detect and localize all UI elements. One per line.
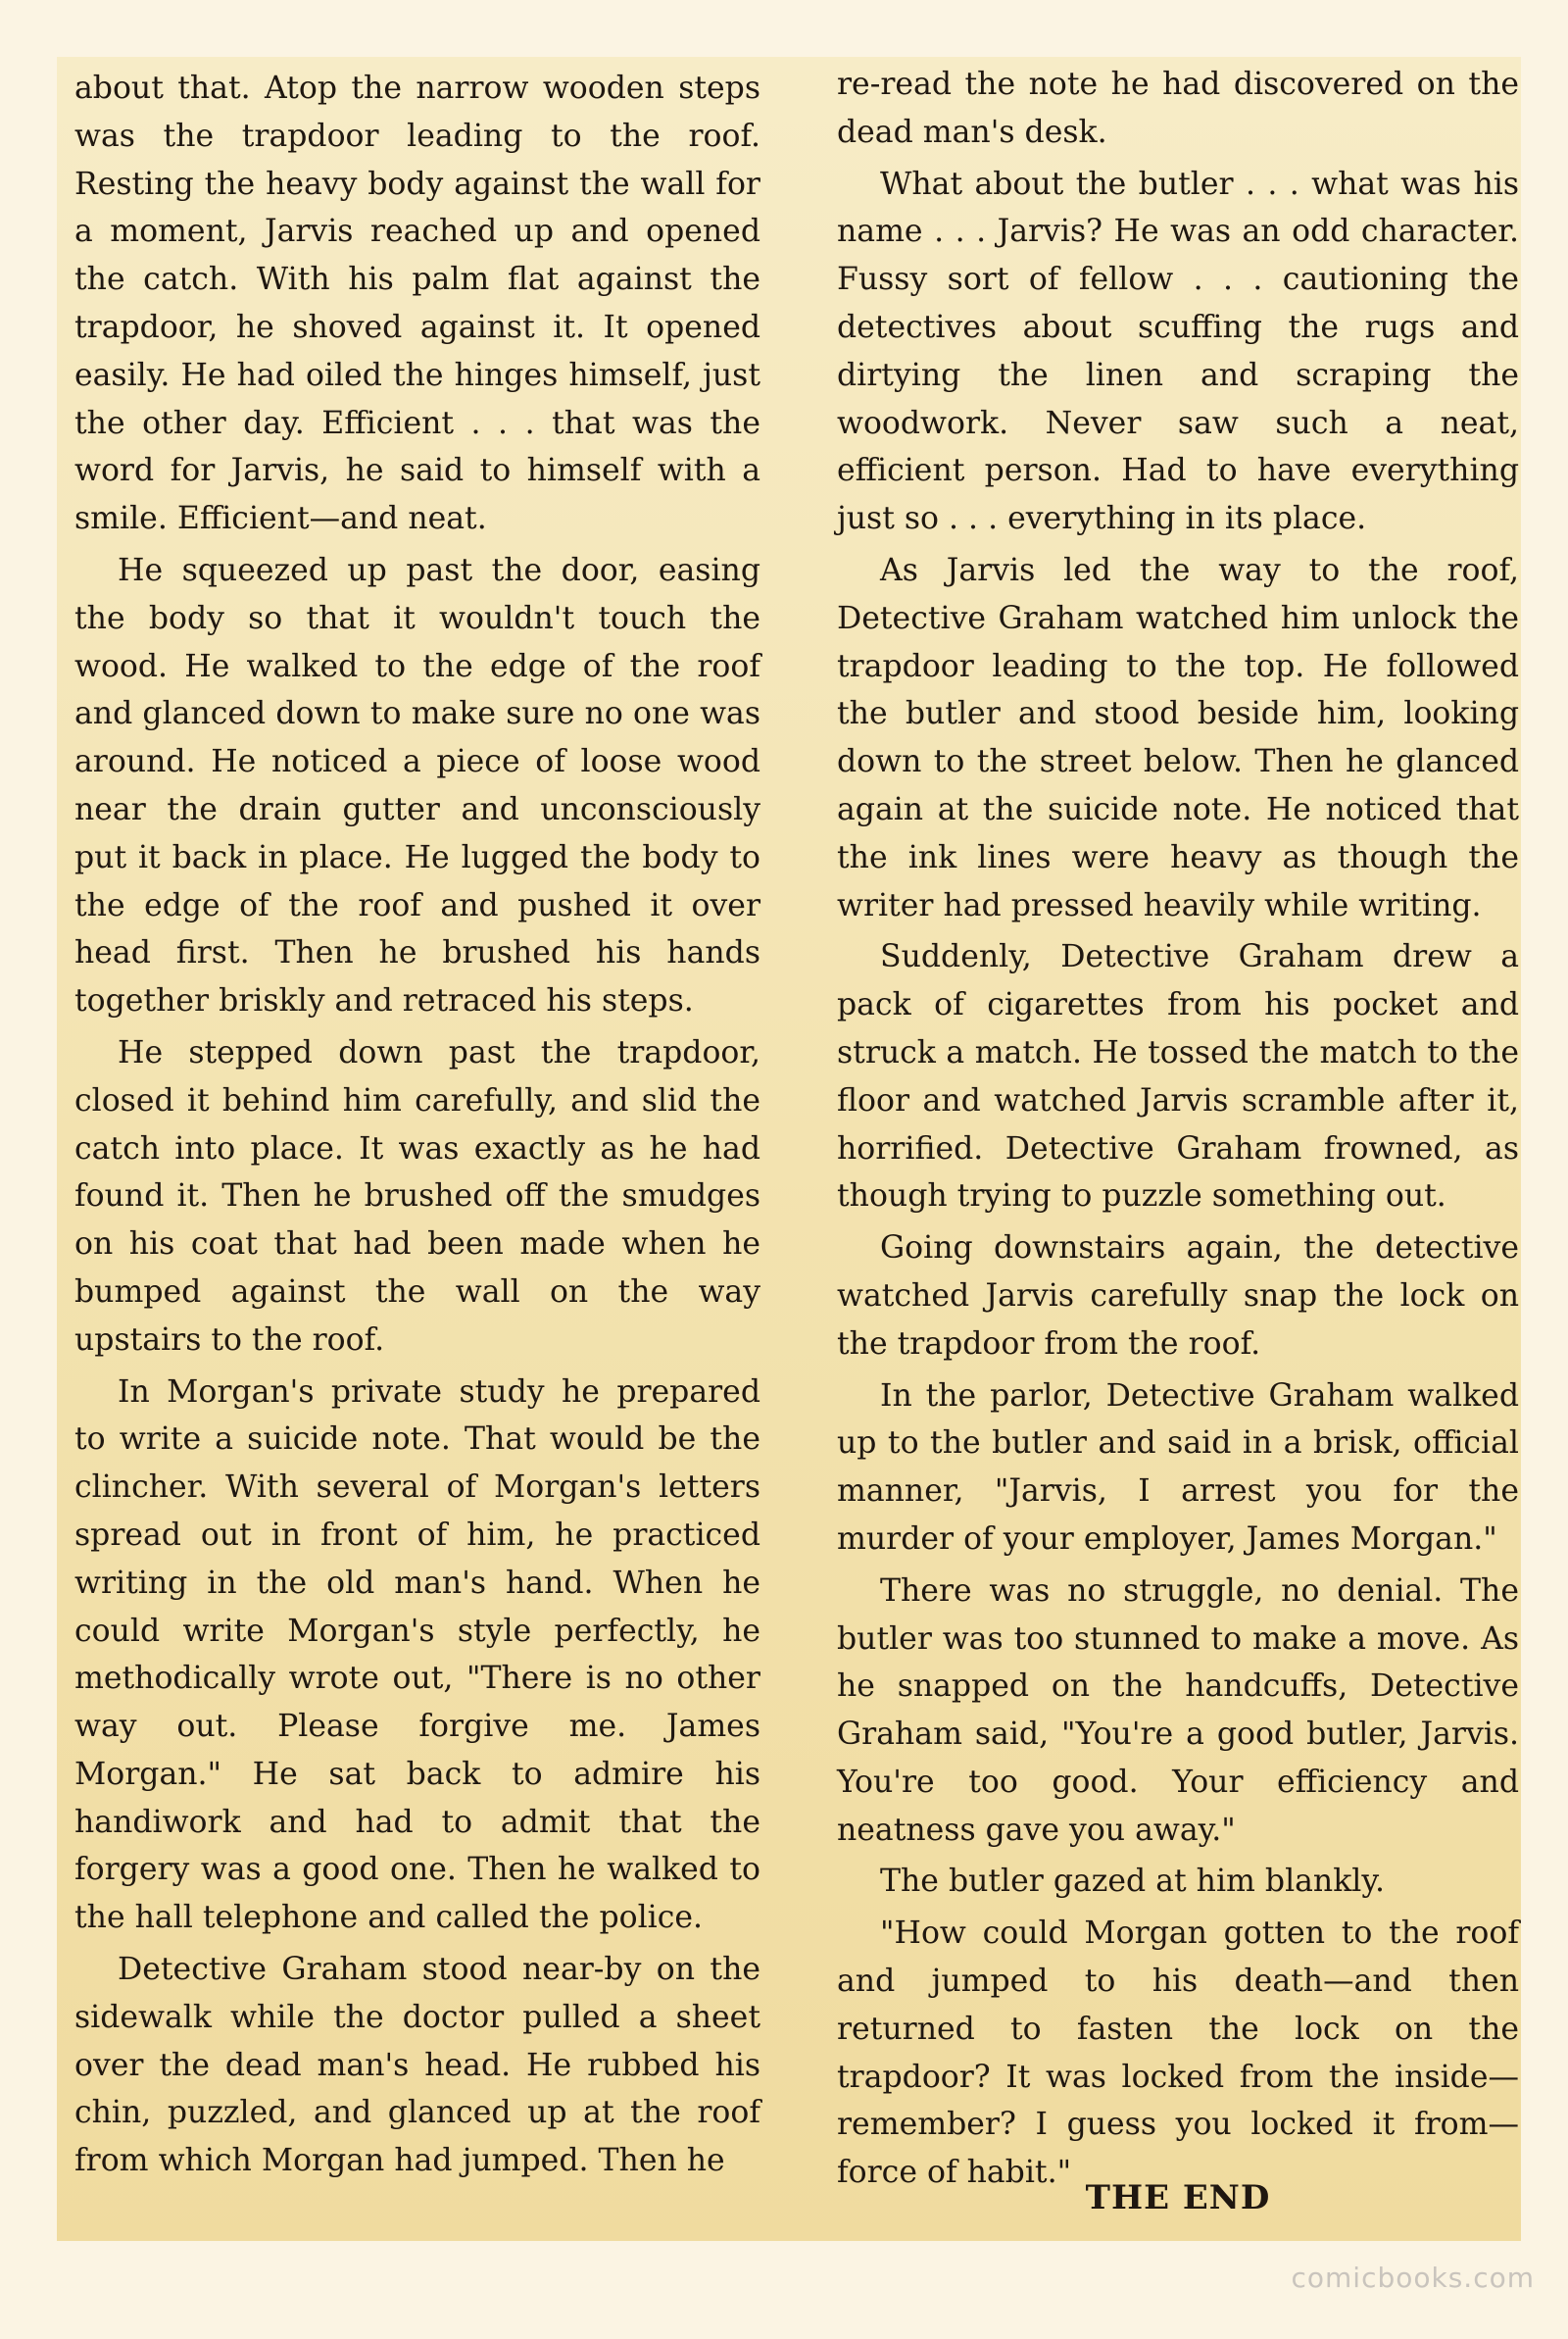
paragraph: There was no struggle, no denial. The butler was too stunned to make a move. As he snapped on the handcuffs, Detective Graham said, "You're a good butler, Jarvis. You're too good. Your efficiency and neatness gave you away."	[837, 1572, 1519, 1848]
left-text-column	[74, 65, 760, 2185]
right-text-column	[837, 61, 1519, 2197]
paragraph: Going downstairs again, the detective watched Jarvis carefully snap the lock on the trapdoor from the roof.	[837, 1230, 1519, 1362]
paragraph: re-read the note he had discovered on the dead man's desk.	[837, 67, 1519, 150]
watermark: comicbooks.com	[1291, 2262, 1535, 2294]
the-end-heading: THE END	[1085, 2178, 1271, 2217]
paragraph: In the parlor, Detective Graham walked up to the butler and said in a brisk, official manner, "Jarvis, I arrest you for the murder of your employer, James Morgan."	[837, 1377, 1519, 1557]
paragraph: He squeezed up past the door, easing the body so that it wouldn't touch the wood. He walked to the edge of the roof and glanced down to make sure no one was around. He noticed a piece of loose wood near the drain gutter and unconsciously put it back in place. He lugged the body to the edge of the roof and pushed it over head first. Then he brushed his hands together briskly and retraced his steps.	[74, 552, 760, 1020]
paragraph: He stepped down past the trapdoor, closed it behind him carefully, and slid the catch into place. It was exactly as he had found it. Then he brushed off the smudges on his coat that had been made when he bumped against the wall on the way upstairs to the roof.	[74, 1034, 760, 1358]
paragraph: Suddenly, Detective Graham drew a pack of cigarettes from his pocket and struck a match. He tossed the match to the floor and watched Jarvis scramble after it, horrified. Detective Graham frowned, as though trying to puzzle something out.	[837, 939, 1519, 1215]
paragraph: The butler gazed at him blankly.	[880, 1864, 1385, 1900]
paragraph: "How could Morgan gotten to the roof and jumped to his death—and then returned to fasten the lock on the trapdoor? It was locked from the inside—remember? I guess you locked it from—force of habit."	[837, 1916, 1519, 2191]
paragraph: As Jarvis led the way to the roof, Detective Graham watched him unlock the trapdoor leading to the top. He followed the butler and stood beside him, looking down to the street below. Then he glanced again at the suicide note. He noticed that the ink lines were heavy as though the writer had pressed heavily while writing.	[837, 552, 1519, 923]
paragraph: Detective Graham stood near-by on the sidewalk while the doctor pulled a sheet over the dead man's head. He rubbed his chin, puzzled, and glanced up at the roof from which Morgan had jumped. Then he	[74, 1952, 760, 2179]
paragraph: What about the butler . . . what was his name . . . Jarvis? He was an odd character. Fussy sort of fellow . . . cautioning the detectives about scuffing the rugs and dirtying the linen and scraping the woodwork. Never saw such a neat, efficient person. Had to have everything just so . . . everything in its place.	[837, 166, 1519, 537]
paragraph: about that. Atop the narrow wooden steps was the trapdoor leading to the roof. Resting the heavy body against the wall for a moment, Jarvis reached up and opened the catch. With his palm flat against the trapdoor, he shoved against it. It opened easily. He had oiled the hinges himself, just the other day. Efficient . . . that was the word for Jarvis, he said to himself with a smile. Efficient—and neat.	[74, 71, 760, 537]
paragraph: In Morgan's private study he prepared to write a suicide note. That would be the clincher. With several of Morgan's letters spread out in front of him, he practiced writing in the old man's hand. When he could write Morgan's style perfectly, he methodically wrote out, "There is no other way out. Please forgive me. James Morgan." He sat back to admire his handiwork and had to admit that the forgery was a good one. Then he walked to the hall telephone and called the police.	[74, 1373, 760, 1936]
